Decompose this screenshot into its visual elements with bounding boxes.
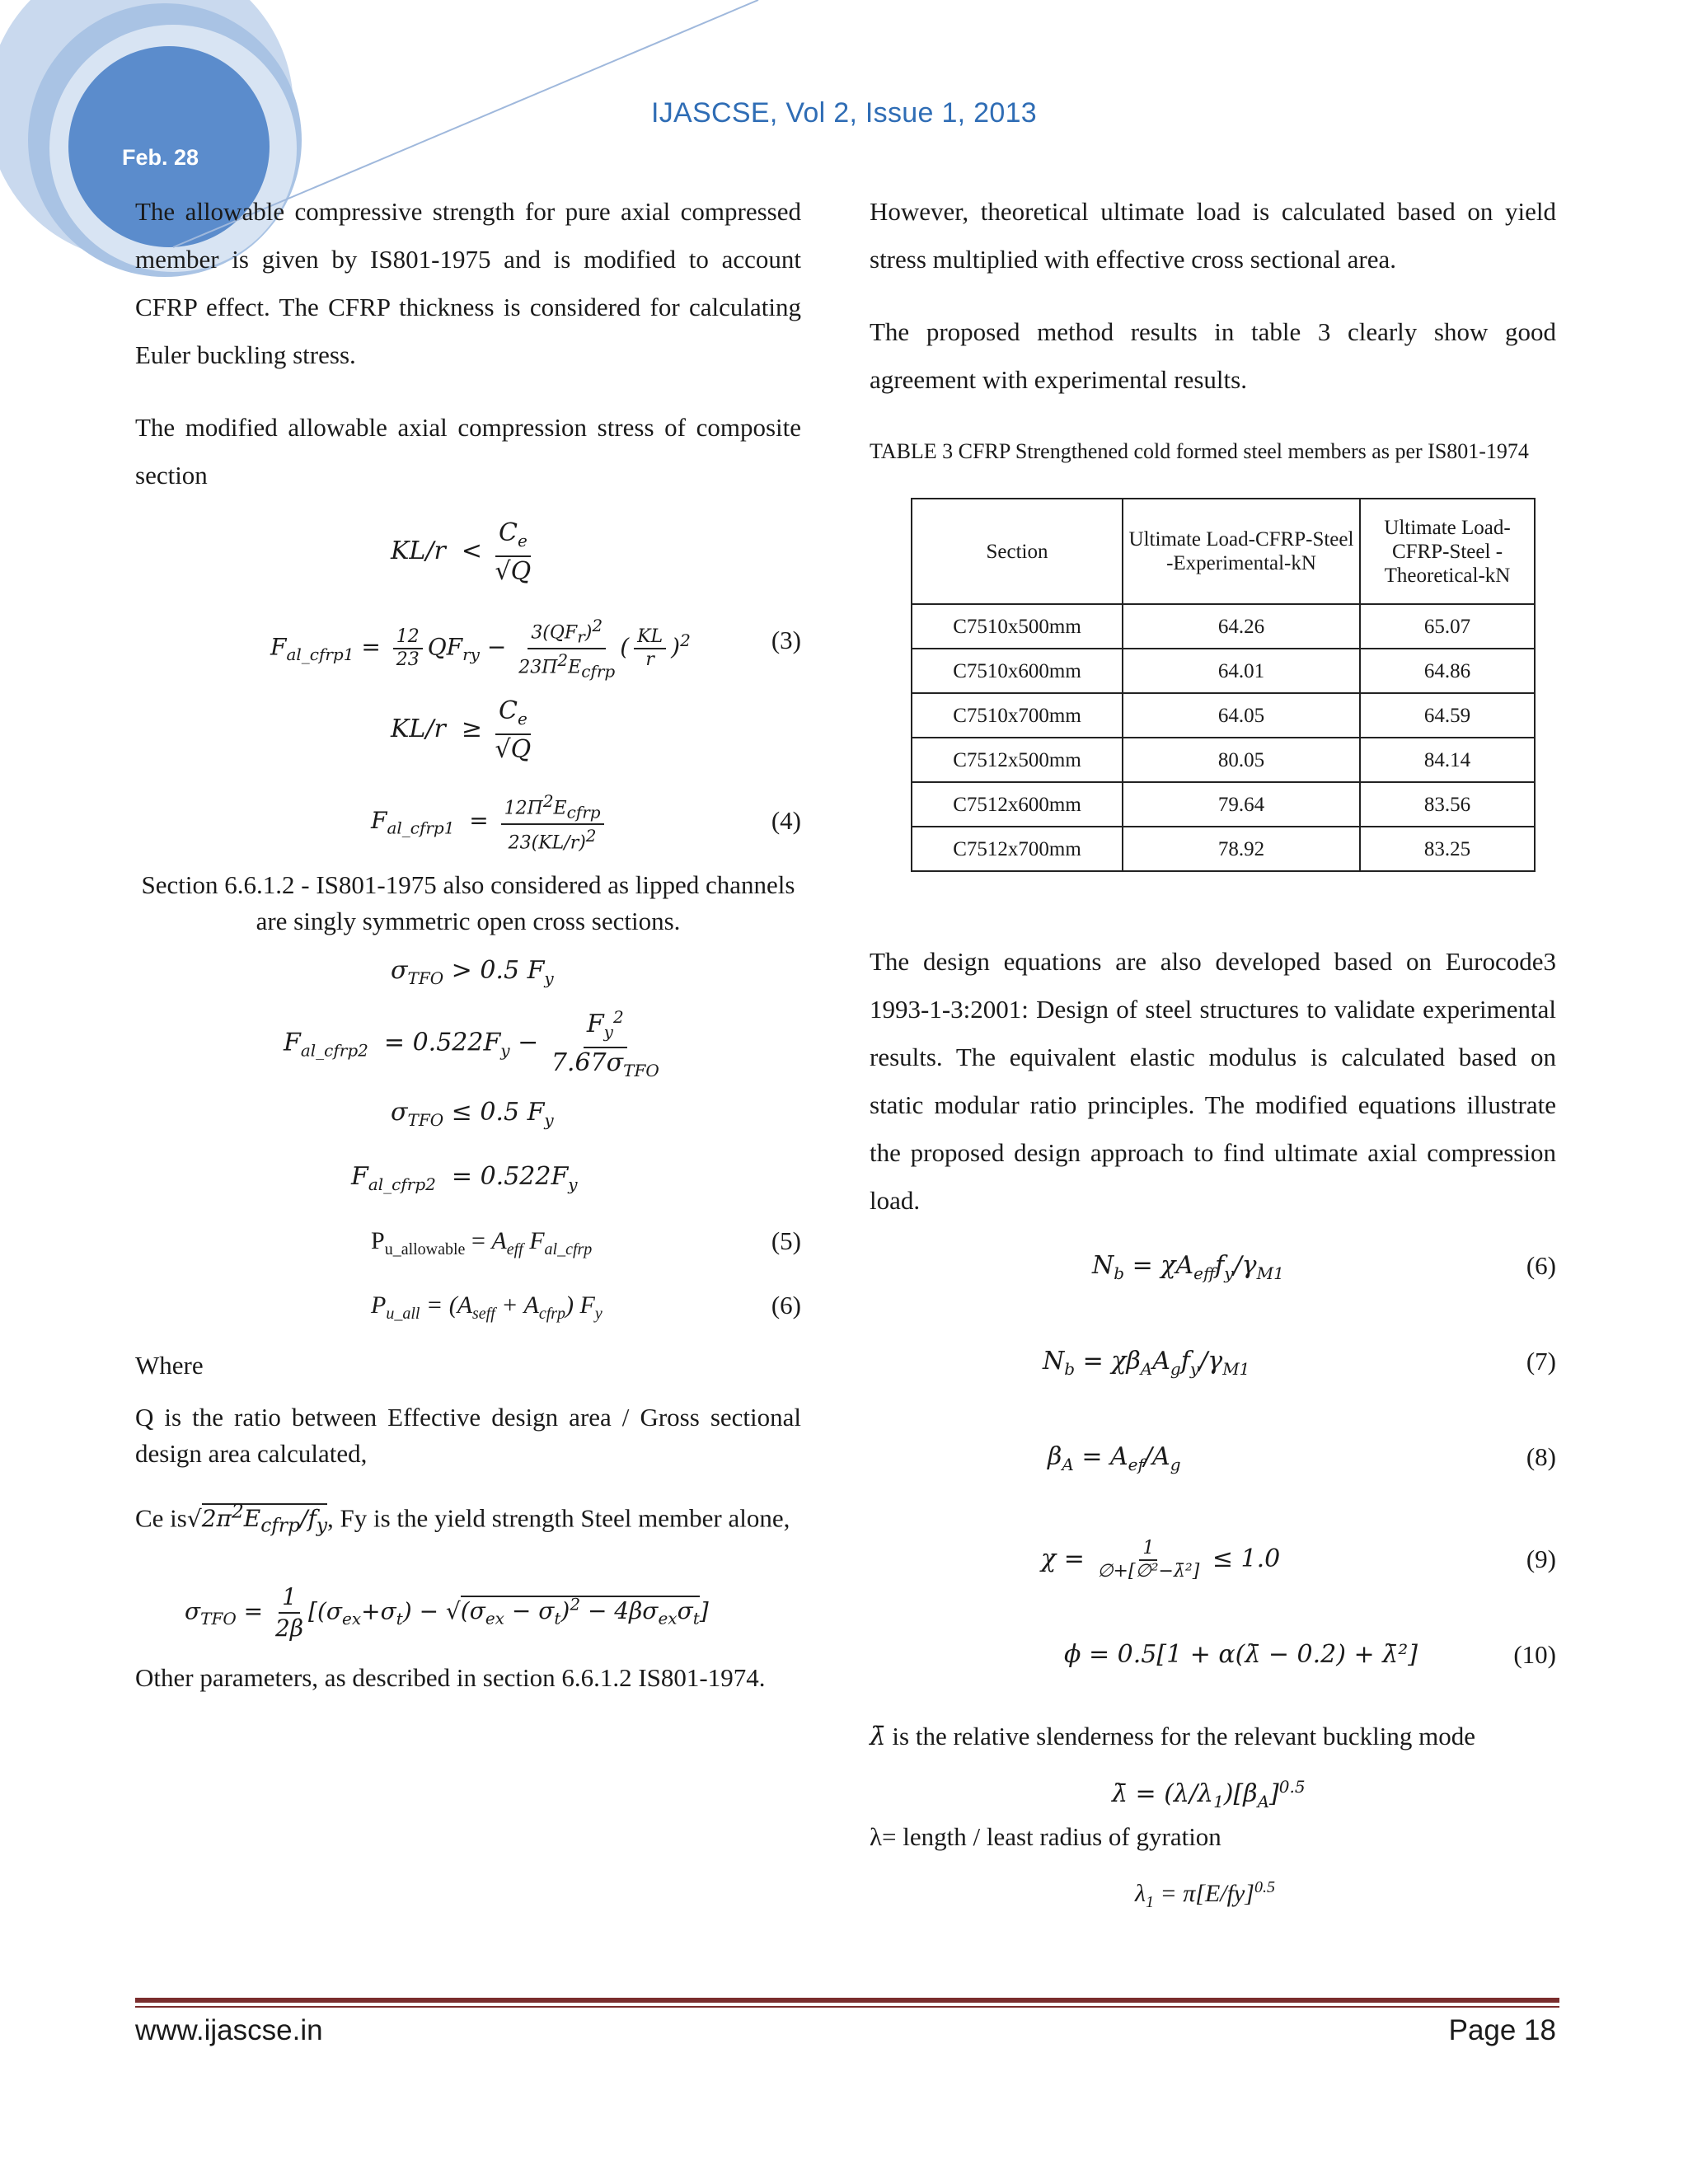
table-cell: C7512x700mm <box>912 827 1123 871</box>
equation-sigma-greater: $\sigma_{TFO} > 0.5$ $F_y$ <box>391 956 554 988</box>
paragraph-theoretical-load: However, theoretical ultimate load is calculated based on yield stress multiplied with effective cross sectional area. <box>870 197 1556 274</box>
lambda-definition: λ= length / least radius of gyration <box>870 1822 1221 1851</box>
table-cell: 65.07 <box>1360 604 1535 649</box>
table-cell: 84.14 <box>1360 738 1535 782</box>
footer-rule <box>135 1998 1559 2003</box>
table-row <box>912 604 1535 649</box>
equation-4: $F_{al\_cfrp1}$ = $\frac{12\Pi^2E_{cfrp}}{23(KL/r)^2}$ (4) <box>371 790 801 854</box>
table-cell: C7510x500mm <box>912 604 1123 649</box>
table-row <box>912 782 1535 827</box>
equation-lambda1: $\lambda_1 = \pi[E/fy]^{0.5}$ <box>1135 1878 1275 1911</box>
table-cell: 80.05 <box>1123 738 1360 782</box>
paragraph-modified-stress: The modified allowable axial compression stress of composite section <box>135 413 801 490</box>
equation-6-left: $P_{u\_all} = (A_{seff} + A_{cfrp})$ $F_y$ (6) <box>371 1291 801 1323</box>
footer-website: www.ijascse.in <box>135 2014 323 2046</box>
equation-7: $N_b = \chi\beta_AA_gf_y/\gamma_{M1}$ (7) <box>1043 1347 1556 1379</box>
footer-rule-thin <box>135 2006 1559 2008</box>
paragraph-allowable-strength: The allowable compressive strength for pure axial compressed member is given by IS801-1975 and is modified to account CFRP effect. The CFRP thickness is considered for calculating Euler buckling stress. <box>135 197 801 369</box>
table-header-cell: Ultimate Load-CFRP-Steel -Experimental-kN <box>1123 499 1360 604</box>
where-label: Where <box>135 1351 204 1380</box>
table-header-cell: Section <box>912 499 1123 604</box>
left-column <box>135 188 801 1702</box>
equation-5: $P_{u\_allowable} = A_{eff}$ $F_{al\_cfrp}$ (5) <box>371 1226 801 1258</box>
table-cell: 64.59 <box>1360 693 1535 738</box>
section-note: Section 6.6.1.2 - IS801-1975 also considered as lipped channels are singly symmetric open cross sections. <box>141 870 795 935</box>
table-cell: C7510x700mm <box>912 693 1123 738</box>
paragraph-eurocode: The design equations are also developed based on Eurocode3 1993-1-3:2001: Design of steel structures to validate experimental results. The equivalent elastic modulus is calculated based on static modular ratio principles. The modified equations illustrate the proposed design approach to find ultimate axial compression load. <box>870 947 1556 1215</box>
equation-lambda-bar: λ̄ = $(\lambda/\lambda_1)[\beta_A]^{0.5}$ <box>1112 1777 1306 1811</box>
table-header-cell: Ultimate Load-CFRP-Steel -Theoretical-kN <box>1360 499 1535 604</box>
other-parameters: Other parameters, as described in section 6.6.1.2 IS801-1974. <box>135 1662 766 1692</box>
equation-kl-less: KL/r < $\frac{C_e}{√Q}$ <box>391 518 532 586</box>
right-column <box>870 188 1556 1914</box>
table-caption: TABLE 3 CFRP Strengthened cold formed steel members as per IS801-1974 <box>870 439 1529 463</box>
equation-fal-cfrp2-b: $F_{al\_cfrp2} = 0.522F_y$ <box>351 1162 578 1194</box>
table-header-row <box>912 499 1535 604</box>
results-table <box>911 498 1536 872</box>
equation-sigma-leq: $\sigma_{TFO} \le 0.5$ $F_y$ <box>391 1098 554 1130</box>
table-cell: 64.86 <box>1360 649 1535 693</box>
table-cell: C7512x600mm <box>912 782 1123 827</box>
equation-fal-cfrp2-a: $F_{al\_cfrp2} = 0.522F_y$ − $\frac{F_y^2}{7.67\sigma_{TFO}}$ <box>135 1002 801 1081</box>
date-badge: Feb. 28 <box>122 145 199 170</box>
journal-header: IJASCSE, Vol 2, Issue 1, 2013 <box>651 97 1037 129</box>
equation-6-right: $N_b = \chi A_{eff}f_y/\gamma_{M1}$ (6) <box>1092 1251 1556 1283</box>
table-cell: 83.56 <box>1360 782 1535 827</box>
ce-definition: Ce $is√2\pi^2E_{cfrp}/f_y$, Fy is the yield strength Steel member alone, <box>135 1500 790 1537</box>
table-cell: 64.01 <box>1123 649 1360 693</box>
table-cell: 64.26 <box>1123 604 1360 649</box>
equation-kl-greater: KL/r ≥ $\frac{C_e}{√Q}$ <box>391 696 532 764</box>
paragraph-proposed-method: The proposed method results in table 3 clearly show good agreement with experimental results. <box>870 317 1556 394</box>
q-definition: Q is the ratio between Effective design area / Gross sectional design area calculated, <box>135 1403 801 1468</box>
table-row <box>912 649 1535 693</box>
equation-9: χ = $\frac{1}{\text{∅+[∅²−λ̄²]}}$ ≤ 1.0 (9) <box>1041 1538 1556 1582</box>
equation-10: ϕ = 0.5[1 + α(λ̄ − 0.2) + λ̄²] (10) <box>1064 1640 1556 1669</box>
table-row <box>912 693 1535 738</box>
table-cell: C7512x500mm <box>912 738 1123 782</box>
footer-page-number: Page 18 <box>1448 2014 1556 2046</box>
table-cell: C7510x600mm <box>912 649 1123 693</box>
table-row <box>912 827 1535 871</box>
equation-8: $\beta_A = A_{ef}/A_g$ (8) <box>1048 1442 1556 1474</box>
table-cell: 79.64 <box>1123 782 1360 827</box>
table-cell: 64.05 <box>1123 693 1360 738</box>
equation-sigma-tfo: $\sigma_{TFO}$ = $\frac{1}{2\beta}$ $[(\sigma_{ex}+\sigma_t) - √(\sigma_{ex} - \sigma_t)^2 - 4\beta\sigma_{ex}\sigma_t]$ <box>185 1582 709 1642</box>
equation-3: $F_{al\_cfrp1}$ = $\frac{12}{23}$ $QF_{ry}$ − $\frac{3(QF_r)^2}{23\Pi^2E_{cfrp}}$ ( $\frac{KL}{r}$ )$^2$ (3) <box>270 616 801 682</box>
lambda-bar-definition: λ̄ is the relative slenderness for the relevant buckling mode <box>870 1722 1476 1751</box>
table-cell: 78.92 <box>1123 827 1360 871</box>
table-row <box>912 738 1535 782</box>
table-cell: 83.25 <box>1360 827 1535 871</box>
